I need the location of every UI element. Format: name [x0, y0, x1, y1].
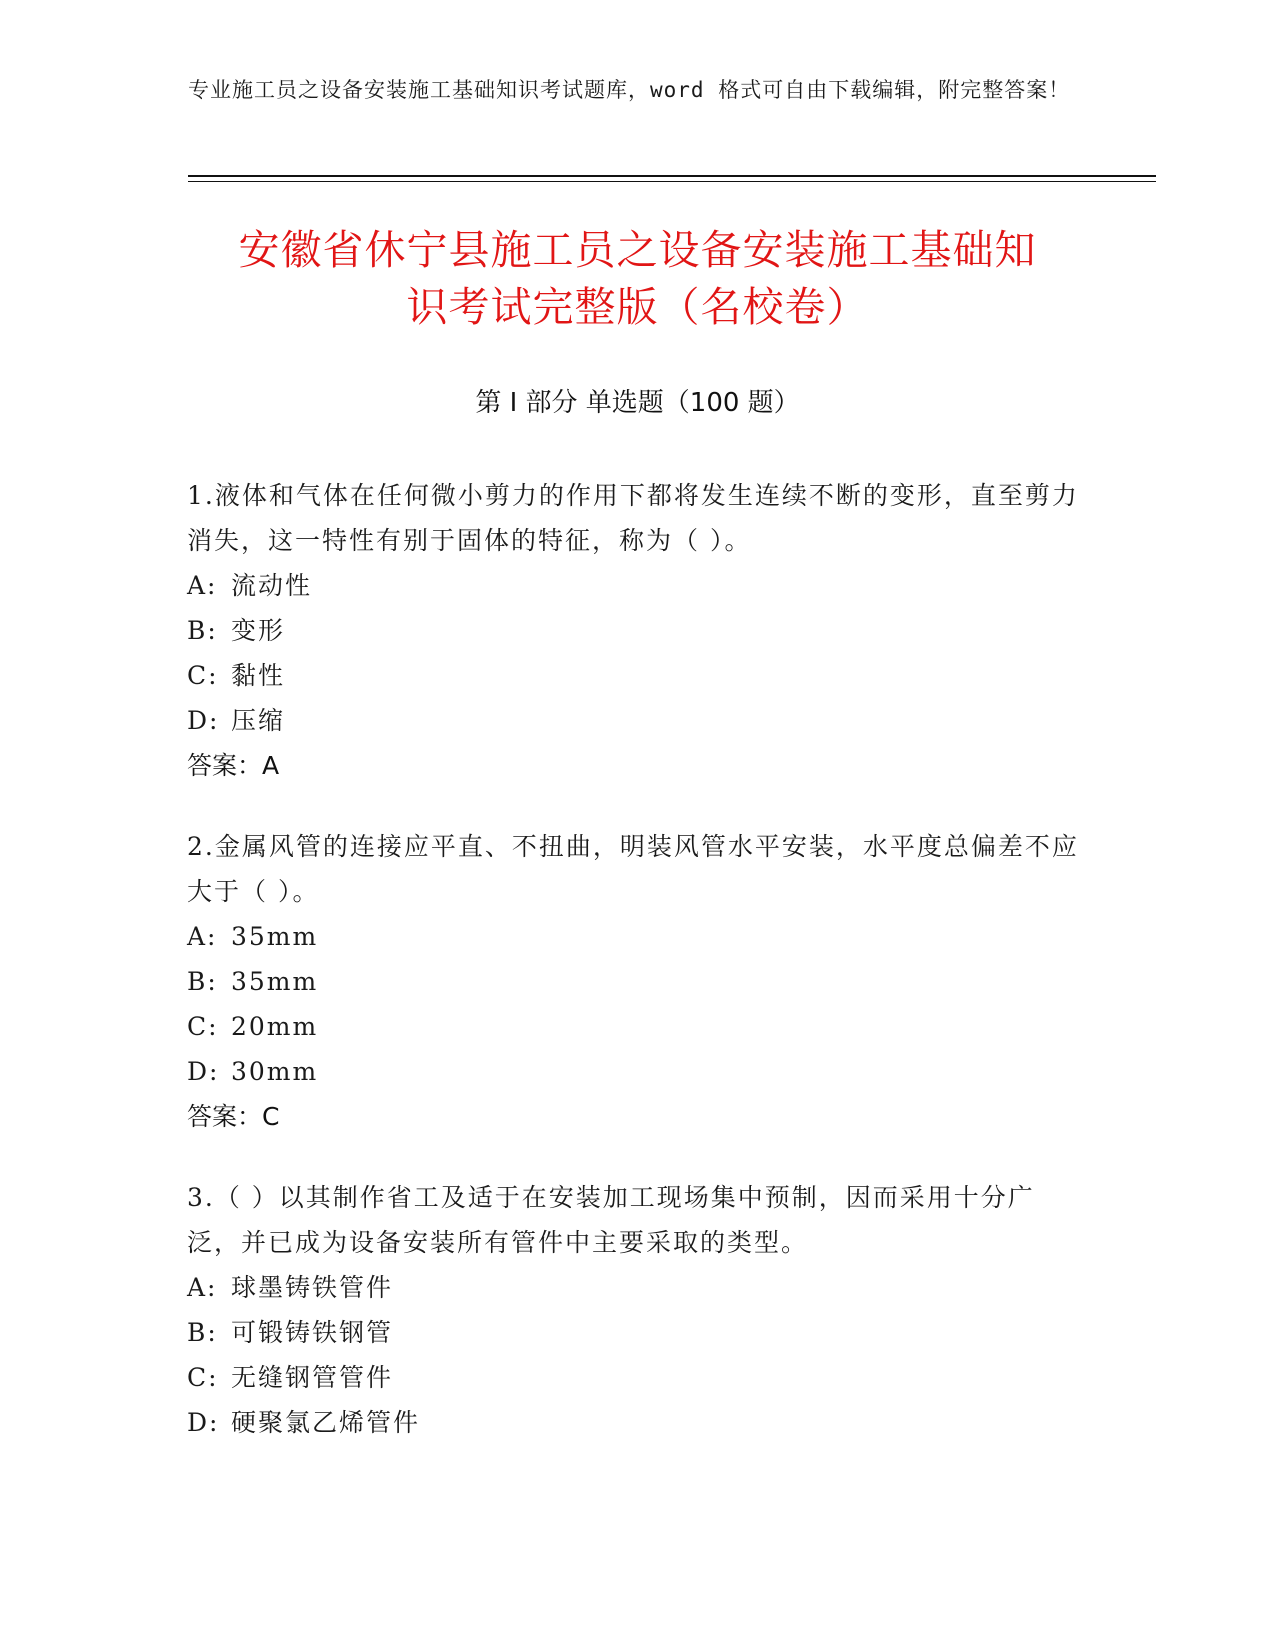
option-key: D: — [187, 706, 220, 735]
option-text: 35mm — [231, 967, 319, 996]
question-list — [187, 473, 1087, 1481]
option-key: B: — [187, 1318, 218, 1347]
option-text: 20mm — [231, 1012, 319, 1041]
option-text: 30mm — [231, 1057, 319, 1086]
option-text: 无缝钢管管件 — [231, 1363, 394, 1392]
option-text: 35mm — [231, 922, 319, 951]
option-d — [187, 1049, 1087, 1094]
question-1 — [187, 473, 1087, 788]
option-key: C: — [187, 661, 219, 690]
option-a — [187, 914, 1087, 959]
option-text: 硬聚氯乙烯管件 — [231, 1408, 421, 1437]
title-line-1: 安徽省休宁县施工员之设备安装施工基础知 — [238, 226, 1037, 274]
question-stem: 3.（ ）以其制作省工及适于在安装加工现场集中预制，因而采用十分广泛，并已成为设备安装所有管件中主要采取的类型。 — [187, 1183, 1035, 1257]
answer-line: 答案：C — [187, 1102, 280, 1131]
option-key: B: — [187, 967, 218, 996]
option-key: D: — [187, 1408, 220, 1437]
question-3 — [187, 1175, 1087, 1445]
option-a — [187, 563, 1087, 608]
option-text: 压缩 — [231, 706, 286, 735]
option-c — [187, 1355, 1087, 1400]
document-title — [150, 222, 1125, 336]
option-d — [187, 1400, 1087, 1445]
option-key: C: — [187, 1012, 219, 1041]
option-key: B: — [187, 616, 218, 645]
option-c — [187, 1004, 1087, 1049]
option-text: 变形 — [231, 616, 286, 645]
option-text: 球墨铸铁管件 — [231, 1273, 394, 1302]
option-key: C: — [187, 1363, 219, 1392]
title-line-2: 识考试完整版（名校卷） — [406, 283, 869, 331]
section-title: 第 I 部分 单选题（100 题） — [475, 388, 800, 418]
option-text: 黏性 — [231, 661, 286, 690]
header-divider — [188, 175, 1156, 177]
option-b — [187, 608, 1087, 653]
header-divider-thin — [188, 181, 1156, 182]
option-a — [187, 1265, 1087, 1310]
question-stem: 2.金属风管的连接应平直、不扭曲，明装风管水平安装，水平度总偏差不应大于（ ）。 — [187, 832, 1079, 906]
option-key: A: — [187, 571, 218, 600]
header-note: 专业施工员之设备安装施工基础知识考试题库，word 格式可自由下载编辑，附完整答案！ — [188, 78, 1071, 102]
option-key: A: — [187, 1273, 218, 1302]
option-text: 流动性 — [231, 571, 313, 600]
question-stem: 1.液体和气体在任何微小剪力的作用下都将发生连续不断的变形，直至剪力消失，这一特性有别于固体的特征，称为（ ）。 — [187, 481, 1079, 555]
answer-line: 答案：A — [187, 751, 280, 780]
question-2 — [187, 824, 1087, 1139]
option-d — [187, 698, 1087, 743]
option-key: D: — [187, 1057, 220, 1086]
option-text: 可锻铸铁钢管 — [231, 1318, 394, 1347]
option-c — [187, 653, 1087, 698]
option-b — [187, 959, 1087, 1004]
option-b — [187, 1310, 1087, 1355]
option-key: A: — [187, 922, 218, 951]
